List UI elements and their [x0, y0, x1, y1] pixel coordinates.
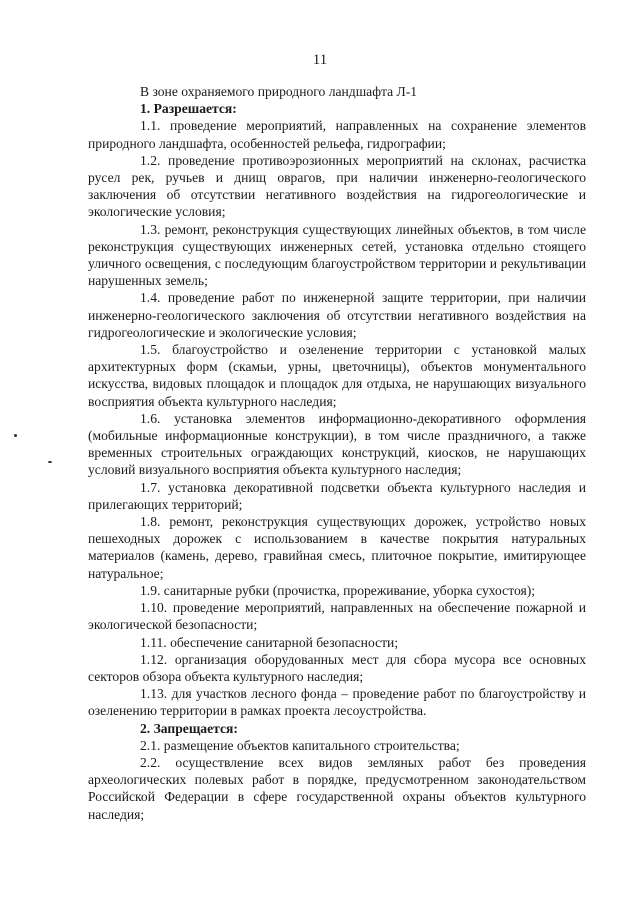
- allowed-item-1-9: 1.9. санитарные рубки (прочистка, прореживание, уборка сухостоя);: [140, 582, 536, 598]
- allowed-item-1-7: 1.7. установка декоративной подсветки объекта культурного наследия и прилегающих территорий;: [88, 479, 586, 512]
- allowed-item-1-10: 1.10. проведение мероприятий, направленных на обеспечение пожарной и экологической безопасности;: [88, 600, 586, 633]
- page-number: 11: [312, 52, 328, 68]
- allowed-item-1-8: 1.8. ремонт, реконструкция существующих дорожек, устройство новых пешеходных дорожек с использованием в качестве покрытия натуральных материалов (камень, дерево, гравийная смесь, плиточное покрытие, имитирующее натуральное;: [88, 514, 586, 581]
- allowed-item-1-1: 1.1. проведение мероприятий, направленных на сохранение элементов природного ландшафта, особенностей рельефа, гидрографии;: [88, 118, 586, 151]
- allowed-item-1-5: 1.5. благоустройство и озеленение территории с установкой малых архитектурных форм (скамьи, урны, цветочницы), объектов монументального искусства, видовых площадок и площадок для отдыха, не нарушающих визуального восприятия объекта культурного наследия;: [88, 342, 586, 409]
- allowed-item-1-13: 1.13. для участков лесного фонда – проведение работ по благоустройству и озеленению территории в рамках проекта лесоустройства.: [88, 686, 586, 719]
- allowed-item-1-12: 1.12. организация оборудованных мест для сбора мусора все основных секторов обзора объекта культурного наследия;: [88, 651, 586, 684]
- allowed-item-1-3: 1.3. ремонт, реконструкция существующих линейных объектов, в том числе реконструкция существующих инженерных сетей, установка отдельно стоящего уличного освещения, с последующим благоустройством территории и рекультивации нарушенных земель;: [88, 221, 586, 289]
- allowed-item-1-11: 1.11. обеспечение санитарной безопасности;: [140, 634, 399, 650]
- allowed-item-1-4: 1.4. проведение работ по инженерной защите территории, при наличии инженерно-геологического заключения об отсутствии негативного воздействия на гидрогеологические и экологические условия;: [88, 290, 586, 340]
- section-heading-prohibited: 2. Запрещается:: [140, 720, 238, 736]
- section-heading-allowed: 1. Разрешается:: [140, 101, 237, 117]
- scan-speck: [14, 434, 17, 437]
- scan-speck: [48, 461, 52, 463]
- document-body: [88, 83, 586, 823]
- zone-intro: В зоне охраняемого природного ландшафта Л-1: [140, 84, 418, 99]
- allowed-item-1-6: 1.6. установка элементов информационно-декоративного оформления (мобильные информационные конструкции), в том числе праздничного, а также временных строительных ограждающих конструкций, киосков, не нарушающих условий визуального восприятия объекта культурного наследия;: [88, 410, 586, 478]
- allowed-item-1-2: 1.2. проведение противоэрозионных мероприятий на склонах, расчистка русел рек, ручьев и днищ оврагов, при наличии инженерно-геологического заключения об отсутствии негативного воздействия на гидрогеологические и экологические условия;: [88, 152, 586, 220]
- prohibited-item-2-2: 2.2. осуществление всех видов земляных работ без проведения археологических полевых работ в порядке, предусмотренном законодательством Российской Федерации в сфере государственной охраны объектов культурного наследия;: [88, 754, 586, 822]
- prohibited-item-2-1: 2.1. размещение объектов капитального строительства;: [140, 737, 460, 753]
